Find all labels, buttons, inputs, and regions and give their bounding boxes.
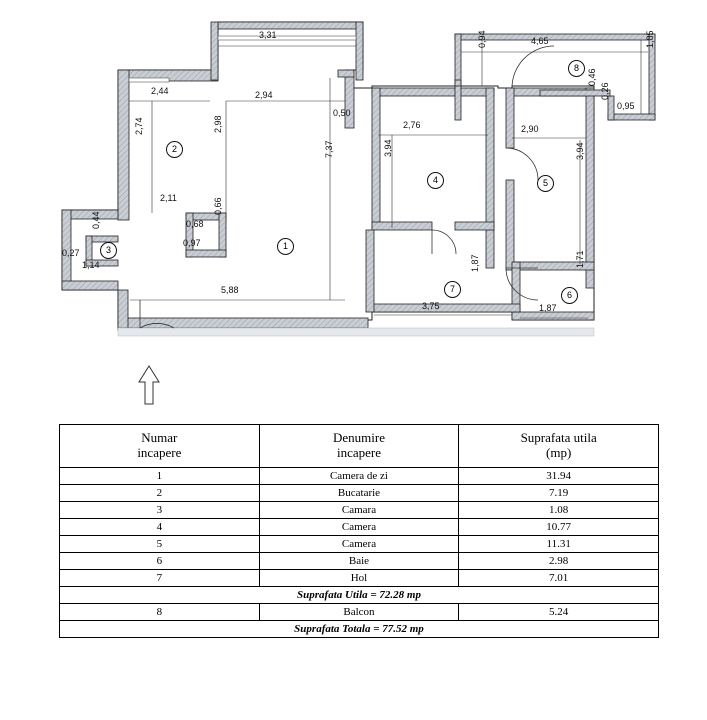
usable-area-total: Suprafata Utila = 72.28 mp	[60, 586, 659, 603]
cell-number: 2	[60, 484, 260, 501]
total-area: Suprafata Totala = 77.52 mp	[60, 620, 659, 637]
cell-name: Baie	[259, 552, 459, 569]
table-row	[60, 484, 659, 501]
cell-number: 4	[60, 518, 260, 535]
room-marker-6: 6	[561, 287, 578, 304]
room-marker-3: 3	[100, 242, 117, 259]
dimension-lines	[129, 40, 648, 318]
cell-area: 7.01	[459, 569, 659, 586]
table-row	[60, 535, 659, 552]
cell-number: 5	[60, 535, 260, 552]
room-marker-8: 8	[568, 60, 585, 77]
cell-name: Hol	[259, 569, 459, 586]
cell-name: Camera	[259, 535, 459, 552]
table-row	[60, 518, 659, 535]
table-row	[60, 569, 659, 586]
cell-area: 11.31	[459, 535, 659, 552]
cell-name: Camera	[259, 518, 459, 535]
table-row-balcony	[60, 603, 659, 620]
usable-area-total-row	[60, 586, 659, 603]
cell-area: 1.08	[459, 501, 659, 518]
room-marker-2: 2	[166, 141, 183, 158]
cell-name: Camera de zi	[259, 467, 459, 484]
room-marker-1: 1	[277, 238, 294, 255]
cell-number: 7	[60, 569, 260, 586]
floor-plan-drawing: 3,31 2,44 2,94 0,50 2,76 2,90 4,65 0,95 2,11 0,68 0,97 1,14 0,27 5,88 3,75 1,87 2,74 2,98 7,37 3,94 3,94 0,94 1,85 0,46 0,26 0,66 0,44 1,87 1,71 1 2 3 4 5 6 7 8	[0, 0, 707, 410]
cell-name: Camara	[259, 501, 459, 518]
table-row	[60, 501, 659, 518]
header-area: Suprafata utila (mp)	[459, 425, 659, 468]
cell-area: 31.94	[459, 467, 659, 484]
cell-number: 6	[60, 552, 260, 569]
cell-name: Bucatarie	[259, 484, 459, 501]
cell-number: 8	[60, 603, 260, 620]
header-name: Denumire incapere	[259, 425, 459, 468]
room-schedule-table	[59, 424, 659, 638]
cell-number: 3	[60, 501, 260, 518]
cell-number: 1	[60, 467, 260, 484]
entrance-arrow-icon	[137, 364, 161, 406]
cell-name: Balcon	[259, 603, 459, 620]
table-body	[60, 467, 659, 637]
table-header-row	[60, 425, 659, 468]
room-marker-7: 7	[444, 281, 461, 298]
cell-area: 7.19	[459, 484, 659, 501]
cell-area: 10.77	[459, 518, 659, 535]
cell-area: 2.98	[459, 552, 659, 569]
room-marker-4: 4	[427, 172, 444, 189]
header-number: Numar incapere	[60, 425, 260, 468]
table-row	[60, 467, 659, 484]
cell-area: 5.24	[459, 603, 659, 620]
room-marker-5: 5	[537, 175, 554, 192]
table-row	[60, 552, 659, 569]
total-area-row	[60, 620, 659, 637]
